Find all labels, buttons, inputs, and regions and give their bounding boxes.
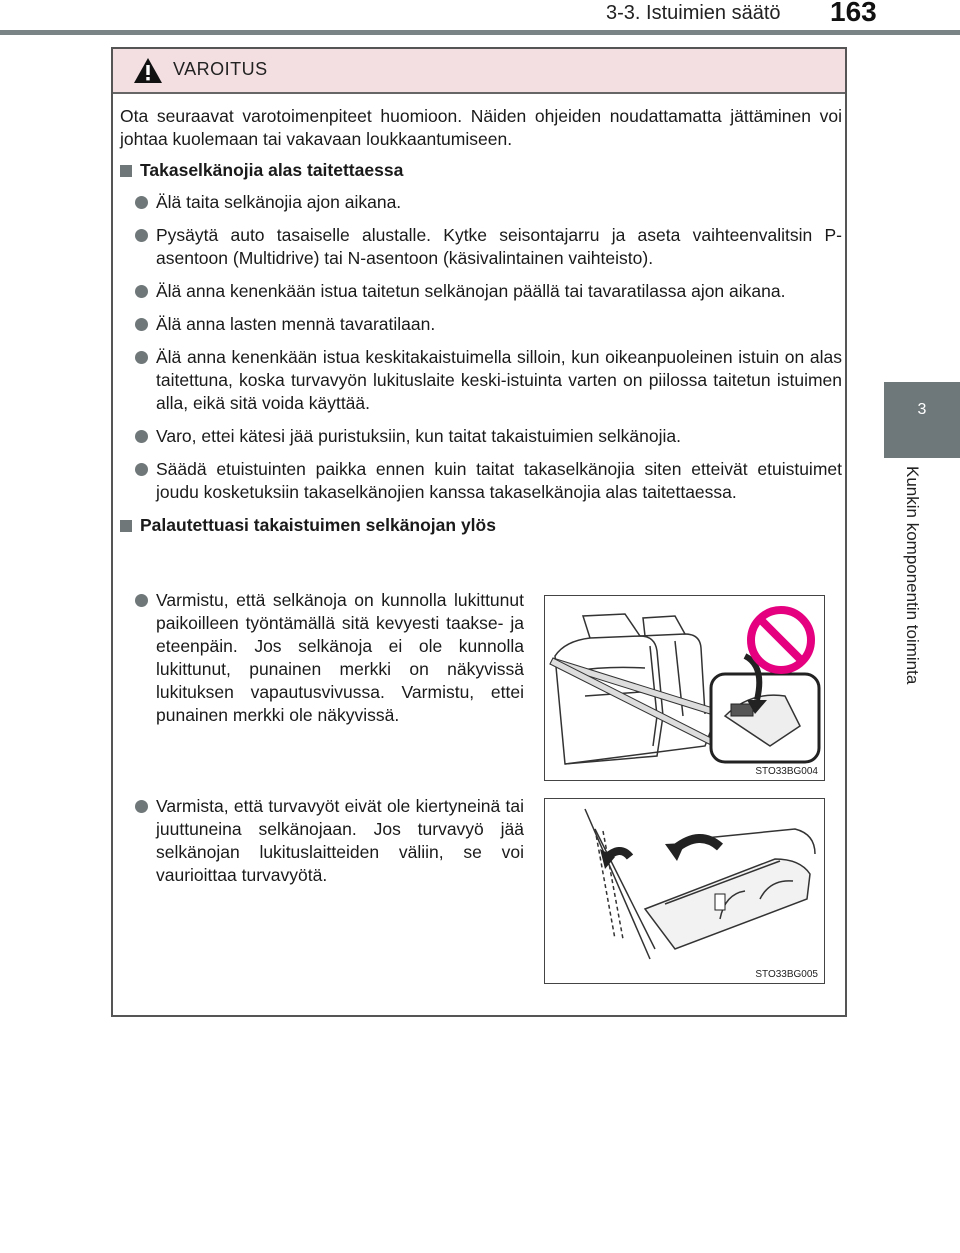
list-item-body bbox=[120, 589, 524, 727]
list-item-text: Älä anna kenenkään istua keskitakaistuimella silloin, kun oikeanpuoleinen istuin on alas taitettuna, koska turvavyön lukituslaite keski-istuinta varten on piilossa taitetun istuimen alla, eikä sitä voida käyttää. bbox=[156, 347, 842, 413]
list-item bbox=[120, 280, 842, 303]
chapter-tab bbox=[884, 382, 960, 458]
list-item-text: Säädä etuistuinten paikka ennen kuin taitat takaselkänojia siten etteivät etuistuimet joudu kosketuksiin takaselkänojien kanssa takaselkänojia alas taitettaessa. bbox=[156, 459, 842, 502]
bullet-icon bbox=[135, 318, 148, 331]
list-item bbox=[120, 425, 842, 448]
warning-content bbox=[120, 105, 842, 546]
seat-belt-figure bbox=[544, 798, 825, 984]
square-bullet-icon bbox=[120, 165, 132, 177]
figure-caption: STO33BG004 bbox=[755, 766, 818, 777]
bullet-icon bbox=[135, 594, 148, 607]
chapter-label bbox=[898, 466, 930, 746]
bullet-icon bbox=[135, 285, 148, 298]
square-bullet-icon bbox=[120, 520, 132, 532]
list-item bbox=[120, 589, 524, 727]
rear-seat-illustration bbox=[545, 596, 824, 780]
list-item-body bbox=[120, 795, 524, 887]
warning-label: VAROITUS bbox=[173, 59, 268, 79]
list-item bbox=[120, 458, 842, 504]
bullet-icon bbox=[135, 351, 148, 364]
list-item-text: Varo, ettei kätesi jää puristuksiin, kun taitat takaistuimien selkänojia. bbox=[156, 426, 681, 446]
list-item-text: Varmistu, että selkänoja on kunnolla lukittunut paikoilleen työntämällä sitä kevyesti taakse- ja eteenpäin. Jos selkänoja ei ole kunnolla lukittunut, punainen merkki on näkyvissä lukituksen vapautusvivussa. Varmistu, ettei punainen merkki ole näkyvissä. bbox=[156, 590, 524, 725]
list-item bbox=[120, 313, 842, 336]
list-item bbox=[120, 191, 842, 214]
bullet-icon bbox=[135, 800, 148, 813]
list-item bbox=[120, 795, 524, 887]
list-item-text: Älä anna kenenkään istua taitetun selkänojan päällä tai tavaratilassa ajon aikana. bbox=[156, 281, 786, 301]
list-item bbox=[120, 346, 842, 415]
header-rule bbox=[0, 30, 960, 35]
warning-header bbox=[113, 49, 845, 94]
warning-box bbox=[111, 47, 847, 1017]
chapter-title: Kunkin komponentin toiminta bbox=[903, 466, 922, 685]
seat-lock-figure bbox=[544, 595, 825, 781]
warning-triangle-icon bbox=[133, 57, 163, 84]
list-item-text: Älä taita selkänojia ajon aikana. bbox=[156, 192, 402, 212]
list-item-text: Pysäytä auto tasaiselle alustalle. Kytke seisontajarru ja aseta vaihteenvalitsin P-asentoon (Multidrive) tai N-asentoon (käsivalintainen vaihteisto). bbox=[156, 225, 842, 268]
list-item-text: Älä anna lasten mennä tavaratilaan. bbox=[156, 314, 436, 334]
chapter-number: 3 bbox=[917, 401, 927, 418]
list-item-text: Varmista, että turvavyöt eivät ole kiertyneinä tai juuttuneina selkänojaan. Jos turvavyö jää selkänojan lukituslaitteiden väliin, se voi vaurioittaa turvavyötä. bbox=[156, 796, 524, 885]
figure-caption: STO33BG005 bbox=[755, 969, 818, 980]
section-title: 3-3. Istuimien säätö bbox=[606, 2, 781, 24]
bullet-icon bbox=[135, 430, 148, 443]
section-heading bbox=[120, 514, 842, 537]
list-item bbox=[120, 224, 842, 270]
heading-text: Palautettuasi takaistuimen selkänojan ylös bbox=[140, 515, 496, 535]
page-number: 163 bbox=[830, 0, 877, 27]
bullet-icon bbox=[135, 463, 148, 476]
folded-seat-illustration bbox=[545, 799, 824, 983]
bullet-icon bbox=[135, 229, 148, 242]
section-heading bbox=[120, 159, 842, 182]
heading-text: Takaselkänojia alas taitettaessa bbox=[140, 160, 404, 180]
bullet-icon bbox=[135, 196, 148, 209]
warning-intro: Ota seuraavat varotoimenpiteet huomioon. Näiden ohjeiden noudattamatta jättäminen voi johtaa kuolemaan tai vakavaan loukkaantumiseen. bbox=[120, 106, 842, 149]
